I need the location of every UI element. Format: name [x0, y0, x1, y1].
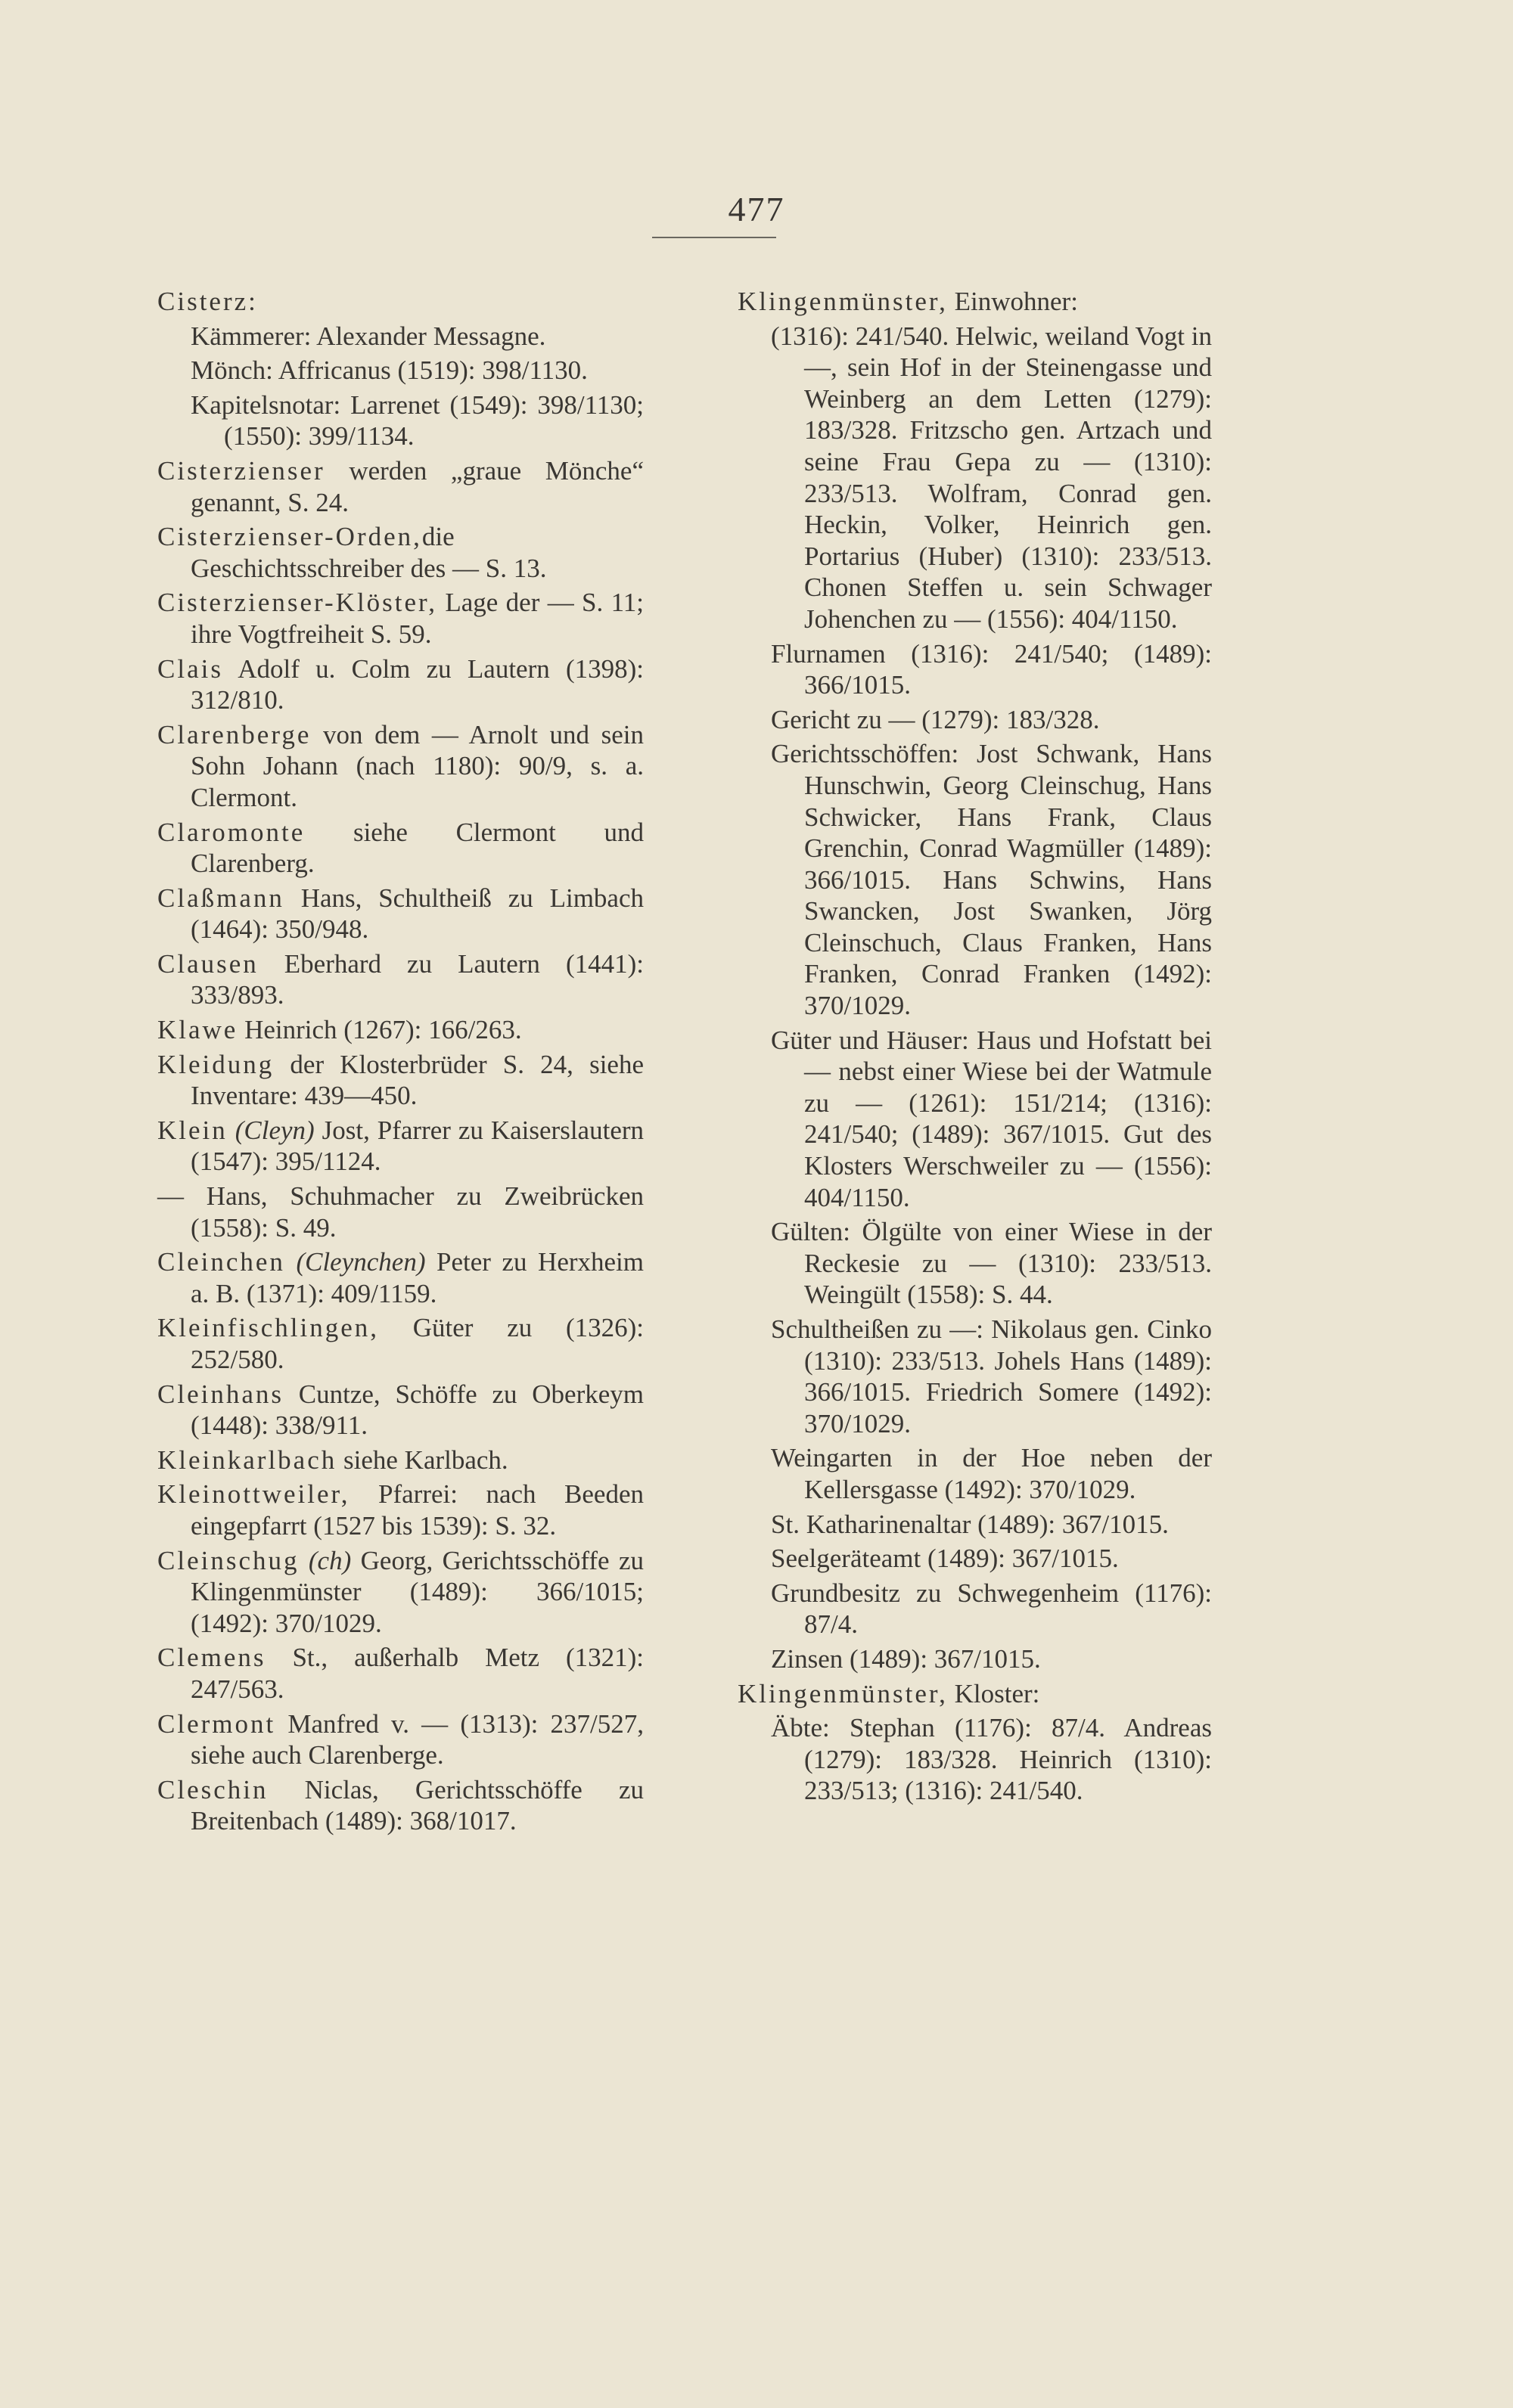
entry-headword: Clemens [157, 1643, 266, 1673]
right-column [738, 286, 1212, 1810]
index-entry [157, 1049, 644, 1112]
entry-text: Schultheißen zu —: Nikolaus gen. Cinko (1310): 233/513. Johels Hans (1489): 366/1015. Friedrich Somere (1492): 370/1029. [771, 1314, 1212, 1438]
entry-text: Kloster: [947, 1678, 1040, 1708]
entry-headword: Cisterzienser-Klöster, [157, 588, 438, 618]
index-entry [157, 1545, 644, 1640]
entry-variant-spelling: (Cleyn) [235, 1115, 315, 1145]
entry-text: von dem — Arnolt und sein Sohn Johann (nach 1180): 90/9, s. a. Clermont. [191, 719, 644, 812]
entry-headword: Klingenmünster, [738, 287, 948, 316]
entry-text: Güter zu (1326): 252/580. [191, 1313, 644, 1374]
index-entry [157, 1774, 644, 1837]
header-rule [652, 237, 776, 238]
entry-headword: Cleschin [157, 1774, 269, 1804]
index-entry [157, 1379, 644, 1441]
entry-text: Adolf u. Colm zu Lautern (1398): 312/810. [191, 653, 644, 715]
index-entry [157, 1642, 644, 1705]
entry-text: Peter zu Herxheim a. B. (1371): 409/1159. [191, 1247, 644, 1308]
index-entry [157, 286, 644, 318]
index-entry [157, 719, 644, 814]
entry-text: der Klosterbrüder S. 24, siehe Inventare: 439—450. [191, 1049, 644, 1111]
index-entry [157, 1479, 644, 1541]
index-entry [157, 883, 644, 945]
entry-text: Gerichtsschöffen: Jost Schwank, Hans Hunschwin, Georg Cleinschug, Hans Schwicker, Hans Frank, Claus Grenchin, Conrad Wagmüller (1489): 366/1015. Hans Schwins, Hans Swancken, Jost Swanken, Jörg Cleinschuch, Claus Franken, Hans Franken, Conrad Franken (1492): 370/1029. [771, 739, 1212, 1021]
entry-text: werden „graue Mönche“ genannt, S. 24. [191, 455, 644, 517]
index-entry [157, 389, 644, 452]
entry-text: Kapitelsnotar: Larrenet (1549): 398/1130; (1550): 399/1134. [191, 389, 644, 452]
entry-text: Pfarrei: nach Beeden eingepfarrt (1527 bis 1539): S. 32. [191, 1479, 644, 1541]
entry-text: Mönch: Affricanus (1519): 398/1130. [191, 355, 588, 386]
entry-text: Güter und Häuser: Haus und Hofstatt bei — nebst einer Wiese bei der Watmule zu — (1261): 151/214; (1316): 241/540; (1489): 367/1015. Gut des Klosters Werschweiler zu — (1556): 404/1150. [771, 1025, 1212, 1212]
index-entry [738, 1643, 1212, 1675]
entry-variant-spelling: (ch) [308, 1545, 352, 1575]
entry-text: — Hans, Schuhmacher zu Zweibrücken (1558): S. 49. [157, 1181, 644, 1243]
index-entry [738, 1216, 1212, 1311]
entry-headword: Klein [157, 1115, 228, 1145]
entry-headword: Kleidung [157, 1049, 275, 1079]
entry-text: Jost, Pfarrer zu Kaiserslautern (1547): 395/1124. [191, 1115, 645, 1177]
entry-variant-spelling: (Cleynchen) [296, 1247, 426, 1277]
index-entry [738, 1442, 1212, 1505]
entry-text: Weingarten in der Hoe neben der Kellersgasse (1492): 370/1029. [771, 1443, 1212, 1504]
index-entry [157, 521, 644, 584]
index-entry [157, 1014, 644, 1046]
entry-text: Heinrich (1267): 166/263. [238, 1015, 522, 1045]
index-entry [738, 1578, 1212, 1640]
entry-headword: Claßmann [157, 883, 284, 913]
index-entry [738, 638, 1212, 701]
entry-headword: Kleinkarlbach [157, 1444, 337, 1475]
entry-text: Grundbesitz zu Schwegenheim (1176): 87/4. [771, 1578, 1212, 1640]
entry-headword: Cisterzienser-Orden, [157, 522, 422, 552]
entry-text: siehe Clermont und Clarenberg. [191, 817, 644, 879]
index-entry [738, 1314, 1212, 1439]
index-entry [738, 1509, 1212, 1541]
entry-text: Einwohner: [947, 287, 1078, 316]
index-entry [157, 587, 644, 650]
index-entry [738, 1712, 1212, 1807]
entry-text: Gülten: Ölgülte von einer Wiese in der Reckesie zu — (1310): 233/513. Weingült (1558): S. 44. [771, 1217, 1212, 1310]
entry-text: St. Katharinenaltar (1489): 367/1015. [771, 1509, 1169, 1539]
entry-headword: Cleinchen [157, 1247, 285, 1277]
index-entry [738, 1543, 1212, 1575]
entry-text: Hans, Schultheiß zu Limbach (1464): 350/948. [191, 883, 644, 945]
index-entry [738, 738, 1212, 1021]
entry-text: St., außerhalb Metz (1321): 247/563. [191, 1643, 644, 1704]
index-entry [157, 1444, 644, 1476]
index-entry [157, 1115, 644, 1178]
entry-text: Gericht zu — (1279): 183/328. [771, 704, 1100, 734]
entry-headword: Cleinhans [157, 1379, 284, 1409]
index-entry [157, 817, 644, 880]
entry-headword: Cisterz: [157, 287, 258, 316]
entry-text: die Geschichtsschreiber des — S. 13. [191, 522, 547, 583]
index-entry [738, 704, 1212, 736]
entry-headword: Clermont [157, 1708, 276, 1739]
entry-text: Zinsen (1489): 367/1015. [771, 1643, 1041, 1674]
entry-text: (1316): 241/540. Helwic, weiland Vogt in —, sein Hof in der Steinengasse und Weinberg an dem Letten (1279): 183/328. Fritzscho gen. Artzach und seine Frau Gepa zu — (1310): 233/513. Wolfram, Conrad gen. Heckin, Volker, Heinrich gen. Portarius (Huber) (1310): 233/513. Chonen Steffen u. sein Schwager Johenchen zu — (1556): 404/1150. [771, 321, 1212, 634]
entry-text: Manfred v. — (1313): 237/527, siehe auch Clarenberge. [191, 1708, 644, 1770]
index-entry [157, 653, 644, 716]
index-entry [157, 1708, 644, 1771]
entry-text: Kämmerer: Alexander Messagne. [191, 321, 546, 351]
entry-text: Seelgeräteamt (1489): 367/1015. [771, 1544, 1119, 1574]
index-entry [157, 1246, 644, 1309]
entry-text: Niclas, Gerichtsschöffe zu Breitenbach (1489): 368/1017. [191, 1774, 644, 1836]
index-entry [157, 1312, 644, 1375]
index-entry [157, 455, 644, 518]
entry-text: Eberhard zu Lautern (1441): 333/893. [191, 948, 644, 1010]
entry-text: siehe Karlbach. [337, 1444, 508, 1475]
index-entry [738, 1025, 1212, 1214]
entry-text: Georg, Gerichtsschöffe zu Klingenmünster (1489): 366/1015; (1492): 370/1029. [191, 1545, 645, 1638]
left-column [157, 286, 644, 1840]
entry-headword: Cleinschug [157, 1545, 300, 1575]
entry-headword: Cisterzienser [157, 455, 325, 486]
entry-text: Cuntze, Schöffe zu Oberkeym (1448): 338/911. [191, 1379, 644, 1441]
entry-headword: Kleinfischlingen, [157, 1313, 380, 1343]
entry-text: Flurnamen (1316): 241/540; (1489): 366/1015. [771, 638, 1212, 700]
index-entry [157, 1181, 644, 1243]
entry-text: Äbte: Stephan (1176): 87/4. Andreas (1279): 183/328. Heinrich (1310): 233/513; (1316): 241/540. [771, 1713, 1212, 1806]
entry-headword: Clarenberge [157, 719, 312, 749]
index-entry [738, 1678, 1212, 1710]
page-number: 477 [728, 190, 785, 228]
index-entry [157, 948, 644, 1011]
entry-headword: Clausen [157, 948, 259, 979]
entry-headword: Clais [157, 653, 223, 684]
index-entry [157, 355, 644, 386]
entry-headword: Kleinottweiler, [157, 1479, 350, 1510]
index-entry [157, 321, 644, 352]
entry-headword: Claromonte [157, 817, 306, 847]
index-entry [738, 286, 1212, 318]
entry-text: Lage der — S. 11; ihre Vogtfreiheit S. 59. [191, 588, 644, 649]
index-entry [738, 321, 1212, 635]
entry-headword: Klawe [157, 1015, 238, 1045]
entry-headword: Klingenmünster, [738, 1678, 948, 1708]
